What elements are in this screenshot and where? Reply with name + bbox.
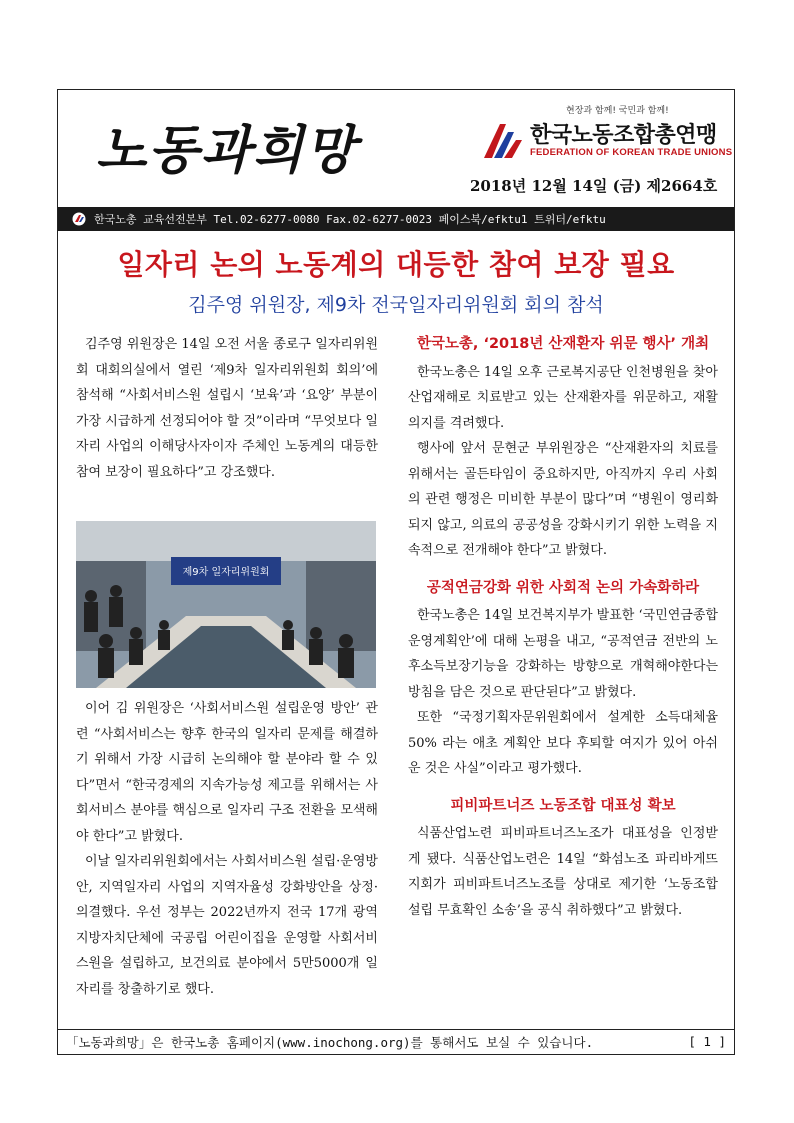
federation-name: 한국노동조합총연맹 <box>530 123 717 148</box>
left-column-top <box>76 332 378 485</box>
article-paragraph: 한국노총은 14일 보건복지부가 발표한 ‘국민연금종합운영계획안’에 대해 논평을 내고, “공적연금 전반의 노후소득보장기능을 강화하는 방향으로 개혁해야한다는 방침을 담은 것으로 판단된다”고 밝혔다. <box>408 608 718 700</box>
section-title: 피비파트너즈 노동조합 대표성 확보 <box>450 797 676 814</box>
contact-bar <box>58 207 734 231</box>
article-paragraph: 식품산업노련 피비파트너즈노조가 대표성을 인정받게 됐다. 식품산업노련은 14일 “화섬노조 파리바게뜨지회가 피비파트너즈노조를 상대로 제기한 ‘노동조합 설립 무효확인 소송’을 공식 취하했다”고 밝혔다. <box>408 826 718 918</box>
section-title: 한국노총, ‘2018년 산재환자 위문 행사’ 개최 <box>416 336 710 352</box>
contact-info: 한국노총 교육선전본부 Tel.02-6277-0080 Fax.02-6277-0023 페이스북/efktu1 트위터/efktu <box>94 213 606 226</box>
issue-date: 2018년 12월 14일 (금) 제2664호 <box>470 177 718 195</box>
page-footer <box>58 1029 734 1053</box>
meeting-photo-image <box>76 521 376 688</box>
article-paragraph: 한국노총은 14일 오후 근로복지공단 인천병원을 찾아 산업재해로 치료받고 있는 산재환자를 위문하고, 재활의지를 격려했다. <box>408 364 718 431</box>
federation-slogan: 현장과 함께! 국민과 함께! <box>566 106 669 116</box>
main-headline: 일자리 논의 노동계의 대등한 참여 보장 필요 <box>117 248 675 281</box>
article-paragraph: 이날 일자리위원회에서는 사회서비스원 설립·운영방안, 지역일자리 사업의 지역자율성 강화방안을 상정·의결했다. 우선 정부는 2022년까지 전국 17개 광역지방자치단체에 국공립 어린이집을 운영할 사회서비스원을 설립하고, 보건의료 분야에서 5만5000개 일자리를 창출하기로 했다. <box>76 854 378 997</box>
federation-logo-icon <box>480 118 526 162</box>
article-paragraph: 김주영 위원장은 14일 오전 서울 종로구 일자리위원회 대회의실에서 열린 ‘제9차 일자리위원회 회의’에 참석해 “사회서비스원 설립시 ‘보육’과 ‘요양’ 부분이 가장 시급하게 선정되어야 할 것”이라며 “무엇보다 일자리 사업의 이해당사자이자 주체인 노동계의 대등한 참여 보장이 필요하다”고 강조했다. <box>76 337 378 480</box>
sub-headline: 김주영 위원장, 제9차 전국일자리위원회 회의 참석 <box>188 294 604 316</box>
meeting-photo <box>76 521 376 688</box>
federation-english-name: FEDERATION OF KOREAN TRADE UNIONS <box>530 147 733 158</box>
photo-banner: 제9차 일자리위원회 <box>182 567 270 578</box>
article-paragraph: 이어 김 위원장은 ‘사회서비스원 설립운영 방안’ 관련 “사회서비스는 향후 한국의 일자리 문제를 해결하기 위해서 가장 시급히 논의해야 할 분야라 할 수 있다”면서 “한국경제의 지속가능성 제고를 위해서는 사회서비스 분야를 핵심으로 일자리 구조 전환을 모색해야 한다”고 밝혔다. <box>76 701 378 844</box>
article-paragraph: 또한 “국정기획자문위원회에서 설계한 소득대체율 50% 라는 애초 계획안 보다 후퇴할 여지가 있어 아쉬운 것은 사실”이라고 평가했다. <box>408 710 718 776</box>
left-column-bottom <box>76 696 378 1002</box>
article-paragraph: 행사에 앞서 문현군 부위원장은 “산재환자의 치료를 위해서는 골든타임이 중요하지만, 아직까지 우리 사회의 관련 행정은 미비한 부분이 많다”며 “병원이 영리화 되지 않고, 의료의 공공성을 강화시키기 위한 노력을 지속적으로 전개해야 한다”고 밝혔다. <box>408 441 718 558</box>
page-number: [ 1 ] <box>688 1034 726 1049</box>
footer-note: 「노동과희망」은 한국노총 홈페이지(www.inochong.org)를 통해서도 보실 수 있습니다. <box>66 1034 594 1050</box>
right-column <box>408 332 718 923</box>
section-title: 공적연금강화 위한 사회적 논의 가속화하라 <box>426 579 700 596</box>
newsletter-title: 노동과희망 <box>96 120 358 181</box>
federation-small-logo-icon <box>72 212 86 226</box>
